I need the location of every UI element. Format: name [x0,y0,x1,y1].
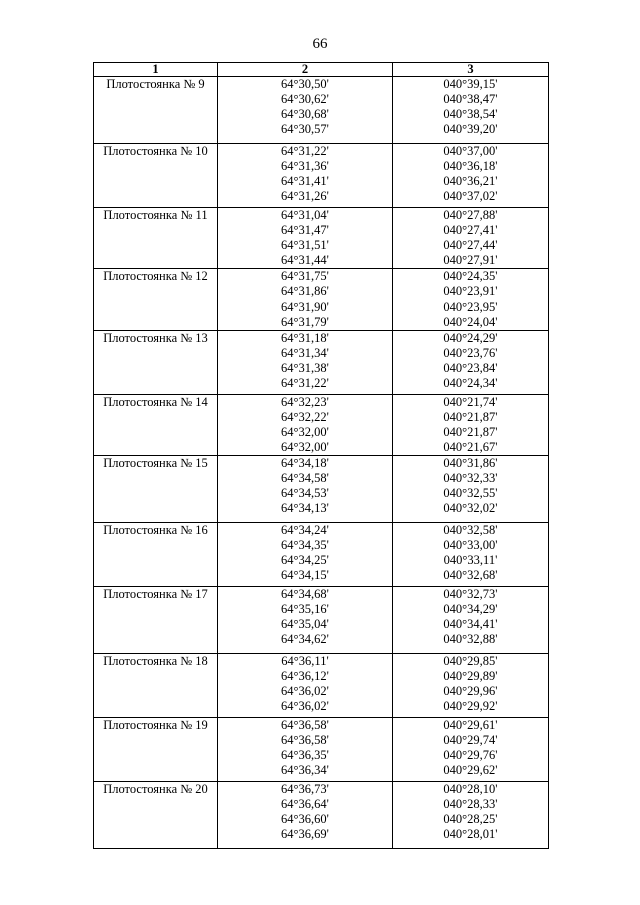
longitude-cell [393,587,549,654]
latitude-value: 64°32,23' [281,394,329,409]
longitude-value: 040°33,00' [443,538,498,553]
latitude-value: 64°36,34' [281,763,329,778]
site-name-cell: Плотостоянка № 17 [94,587,218,654]
latitude-value: 64°36,60' [281,812,329,827]
longitude-value: 040°32,55' [443,486,498,501]
longitude-value: 040°23,84' [443,360,498,375]
longitude-value: 040°29,61' [443,718,498,733]
page-number: 66 [312,36,328,52]
longitude-value: 040°29,96' [443,684,498,699]
latitude-value: 64°36,69' [281,827,329,842]
longitude-value: 040°39,20' [443,122,498,137]
latitude-value: 64°31,26' [281,189,329,204]
latitude-value: 64°31,04' [281,208,329,222]
latitude-value: 64°34,62' [281,632,329,647]
latitude-value: 64°31,75' [281,269,329,284]
longitude-value: 040°29,92' [443,699,498,714]
latitude-value: 64°36,12' [281,669,329,684]
latitude-value: 64°36,58' [281,718,329,733]
table-row [94,330,549,394]
longitude-cell [393,654,549,718]
longitude-value: 040°36,18' [443,159,498,174]
latitude-value: 64°36,35' [281,748,329,763]
latitude-cell [218,394,393,455]
table-row [94,269,549,330]
latitude-cell [218,330,393,394]
latitude-value: 64°31,51' [281,238,329,253]
latitude-value: 64°34,15' [281,568,329,583]
latitude-value: 64°31,86' [281,284,329,299]
longitude-value: 040°29,89' [443,669,498,684]
longitude-cell [393,782,549,849]
longitude-value: 040°24,35' [443,269,498,284]
latitude-value: 64°32,22' [281,409,329,424]
table-row [94,654,549,718]
latitude-value: 64°30,50' [281,77,329,91]
longitude-value: 040°27,88' [443,208,498,222]
longitude-cell [393,330,549,394]
latitude-value: 64°34,68' [281,587,329,602]
longitude-value: 040°32,58' [443,523,498,538]
longitude-cell [393,77,549,144]
latitude-cell [218,718,393,782]
longitude-value: 040°37,02' [443,189,498,204]
latitude-value: 64°30,57' [281,122,329,137]
latitude-value: 64°36,73' [281,782,329,797]
latitude-value: 64°32,00' [281,440,329,455]
longitude-value: 040°33,11' [443,553,498,568]
latitude-cell [218,523,393,587]
longitude-value: 040°21,87' [443,424,498,439]
longitude-value: 040°28,10' [443,782,498,797]
latitude-cell [218,587,393,654]
latitude-value: 64°31,18' [281,330,329,345]
longitude-cell [393,144,549,208]
column-header-2: 2 [218,63,393,77]
latitude-value: 64°35,04' [281,617,329,632]
site-name-cell: Плотостоянка № 14 [94,394,218,455]
latitude-cell [218,456,393,523]
longitude-cell [393,523,549,587]
latitude-value: 64°36,58' [281,733,329,748]
latitude-value: 64°31,22' [281,144,329,158]
site-name-cell: Плотостоянка № 11 [94,208,218,269]
longitude-value: 040°32,33' [443,471,498,486]
latitude-value: 64°31,44' [281,253,329,268]
longitude-value: 040°38,47' [443,92,498,107]
table-row [94,587,549,654]
latitude-value: 64°35,16' [281,602,329,617]
longitude-value: 040°21,74' [443,394,498,409]
longitude-cell [393,394,549,455]
longitude-value: 040°24,34' [443,376,498,391]
latitude-cell [218,269,393,330]
latitude-value: 64°34,53' [281,486,329,501]
longitude-value: 040°34,41' [443,617,498,632]
latitude-value: 64°34,13' [281,501,329,516]
table-row [94,208,549,269]
latitude-value: 64°36,11' [281,654,329,669]
longitude-value: 040°29,76' [443,748,498,763]
site-name-cell: Плотостоянка № 15 [94,456,218,523]
latitude-value: 64°31,34' [281,345,329,360]
site-name-cell: Плотостоянка № 13 [94,330,218,394]
latitude-value: 64°34,58' [281,471,329,486]
site-name-cell: Плотостоянка № 19 [94,718,218,782]
latitude-value: 64°31,22' [281,376,329,391]
longitude-value: 040°24,29' [443,330,498,345]
latitude-value: 64°31,41' [281,174,329,189]
latitude-value: 64°34,35' [281,538,329,553]
latitude-cell [218,144,393,208]
site-name-cell: Плотостоянка № 9 [94,77,218,144]
longitude-value: 040°21,67' [443,440,498,455]
latitude-value: 64°34,25' [281,553,329,568]
latitude-cell [218,208,393,269]
longitude-value: 040°27,41' [443,223,498,238]
table-row [94,718,549,782]
longitude-value: 040°34,29' [443,602,498,617]
latitude-value: 64°30,68' [281,107,329,122]
longitude-value: 040°32,88' [443,632,498,647]
longitude-cell [393,456,549,523]
longitude-value: 040°31,86' [443,456,498,471]
longitude-value: 040°37,00' [443,144,498,158]
latitude-value: 64°31,38' [281,360,329,375]
table-row [94,77,549,144]
longitude-value: 040°29,74' [443,733,498,748]
coordinates-table [93,62,549,849]
latitude-value: 64°36,02' [281,699,329,714]
longitude-value: 040°32,02' [443,501,498,516]
table-row [94,456,549,523]
site-name-cell: Плотостоянка № 18 [94,654,218,718]
latitude-value: 64°36,64' [281,797,329,812]
table-row [94,144,549,208]
table-row [94,394,549,455]
longitude-value: 040°39,15' [443,77,498,91]
latitude-value: 64°32,00' [281,424,329,439]
latitude-value: 64°30,62' [281,92,329,107]
longitude-value: 040°21,87' [443,409,498,424]
latitude-cell [218,654,393,718]
longitude-value: 040°38,54' [443,107,498,122]
latitude-value: 64°31,90' [281,299,329,314]
column-header-1: 1 [94,63,218,77]
longitude-value: 040°29,85' [443,654,498,669]
table-header-row [94,63,549,77]
table-row [94,782,549,849]
latitude-value: 64°31,79' [281,314,329,329]
longitude-value: 040°32,73' [443,587,498,602]
latitude-value: 64°31,47' [281,223,329,238]
longitude-value: 040°24,04' [443,314,498,329]
longitude-value: 040°23,91' [443,284,498,299]
longitude-value: 040°28,25' [443,812,498,827]
longitude-value: 040°36,21' [443,174,498,189]
site-name-cell: Плотостоянка № 10 [94,144,218,208]
column-header-3: 3 [393,63,549,77]
site-name-cell: Плотостоянка № 16 [94,523,218,587]
latitude-value: 64°31,36' [281,159,329,174]
longitude-value: 040°28,01' [443,827,498,842]
longitude-value: 040°23,76' [443,345,498,360]
latitude-value: 64°36,02' [281,684,329,699]
longitude-value: 040°27,91' [443,253,498,268]
longitude-cell [393,269,549,330]
table-row [94,523,549,587]
latitude-value: 64°34,24' [281,523,329,538]
longitude-value: 040°28,33' [443,797,498,812]
longitude-cell [393,208,549,269]
longitude-value: 040°29,62' [443,763,498,778]
latitude-cell [218,782,393,849]
longitude-value: 040°23,95' [443,299,498,314]
longitude-value: 040°27,44' [443,238,498,253]
table-body [94,77,549,849]
site-name-cell: Плотостоянка № 20 [94,782,218,849]
latitude-value: 64°34,18' [281,456,329,471]
site-name-cell: Плотостоянка № 12 [94,269,218,330]
latitude-cell [218,77,393,144]
longitude-value: 040°32,68' [443,568,498,583]
longitude-cell [393,718,549,782]
